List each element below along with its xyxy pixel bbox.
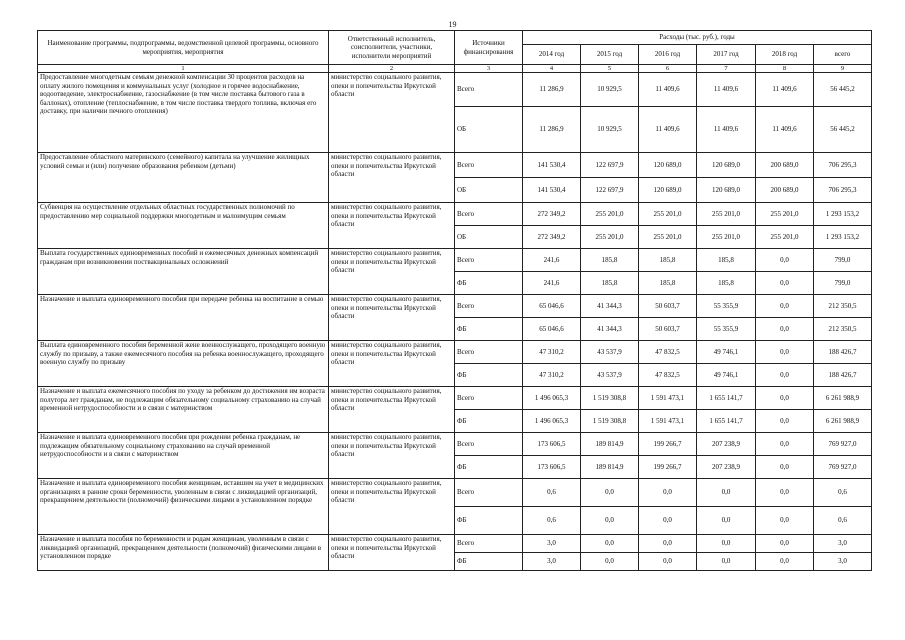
year-value: 47 832,5: [639, 364, 697, 387]
total-value: 3,0: [814, 553, 872, 571]
total-value: 706 295,3: [814, 178, 872, 203]
funding-source: Всего: [455, 249, 523, 272]
year-value: 41 344,3: [581, 295, 639, 318]
col-number: 3: [455, 65, 523, 73]
header-expenses: Расходы (тыс. руб.), годы: [523, 31, 872, 45]
col-number: 4: [523, 65, 581, 73]
year-value: 199 266,7: [639, 433, 697, 456]
year-value: 0,0: [697, 535, 756, 553]
program-name: Предоставление многодетным семьям денежной компенсации 30 процентов расходов на оплату жилого помещения и коммунальных услуг (холодное и горячее водоснабжение, водоотведение, электроснабжение, газоснабжение (в том числе поставка бытового газа в баллонах), отопление (теплоснабжение, в том числе поставка твердого топлива, включая его доставку, при наличии печного отопления): [38, 73, 329, 153]
funding-source: Всего: [455, 341, 523, 364]
year-value: 200 689,0: [756, 153, 814, 178]
funding-source: ФБ: [455, 364, 523, 387]
table-row: [38, 73, 872, 107]
year-value: 11 409,6: [639, 73, 697, 107]
funding-source: ФБ: [455, 272, 523, 295]
year-value: 11 409,6: [756, 73, 814, 107]
executor: министерство социального развития, опеки и попечительства Иркутской области: [329, 249, 455, 295]
table-body: [38, 73, 872, 571]
year-value: 0,0: [756, 364, 814, 387]
total-value: 6 261 988,9: [814, 387, 872, 410]
year-value: 0,0: [756, 341, 814, 364]
year-value: 173 606,5: [523, 433, 581, 456]
year-value: 241,6: [523, 249, 581, 272]
year-value: 185,8: [639, 272, 697, 295]
page-number: 19: [448, 20, 457, 29]
year-value: 10 929,5: [581, 107, 639, 153]
executor: министерство социального развития, опеки и попечительства Иркутской области: [329, 535, 455, 571]
year-value: 0,0: [756, 507, 814, 535]
year-value: 65 046,6: [523, 295, 581, 318]
funding-source: ФБ: [455, 553, 523, 571]
funding-source: Всего: [455, 295, 523, 318]
year-value: 120 689,0: [697, 153, 756, 178]
col-number: 2: [329, 65, 455, 73]
header-source: Источники финансирования: [455, 31, 523, 65]
year-value: 255 201,0: [756, 226, 814, 249]
table-row: [38, 203, 872, 226]
year-value: 189 814,9: [581, 456, 639, 479]
year-value: 0,0: [581, 535, 639, 553]
funding-source: ОБ: [455, 226, 523, 249]
total-value: 799,0: [814, 272, 872, 295]
year-value: 3,0: [523, 553, 581, 571]
executor: министерство социального развития, опеки и попечительства Иркутской области: [329, 295, 455, 341]
year-value: 1 519 308,8: [581, 387, 639, 410]
year-value: 49 746,1: [697, 341, 756, 364]
year-value: 0,0: [756, 272, 814, 295]
year-value: 0,0: [639, 553, 697, 571]
year-value: 1 496 065,3: [523, 410, 581, 433]
year-value: 43 537,9: [581, 364, 639, 387]
header-year-2018: 2018 год: [756, 45, 814, 65]
header-year-2017: 2017 год: [697, 45, 756, 65]
year-value: 11 286,9: [523, 107, 581, 153]
executor: министерство социального развития, опеки и попечительства Иркутской области: [329, 433, 455, 479]
year-value: 199 266,7: [639, 456, 697, 479]
total-value: 3,0: [814, 535, 872, 553]
col-number: 1: [38, 65, 329, 73]
header-name: Наименование программы, подпрограммы, ведомственной целевой программы, основного мероприятия, мероприятия: [38, 31, 329, 65]
year-value: 173 606,5: [523, 456, 581, 479]
program-name: Субвенция на осуществление отдельных областных государственных полномочий по предоставлению мер социальной поддержки многодетным и малоимущим семьям: [38, 203, 329, 249]
total-value: 212 350,5: [814, 295, 872, 318]
year-value: 11 409,6: [639, 107, 697, 153]
program-name: Выплата единовременного пособия беременной жене военнослужащего, проходящего военную службу по призыву, а также ежемесячного пособия на ребенка военнослужащего, проходящего военную службу по призыву: [38, 341, 329, 387]
funding-source: Всего: [455, 479, 523, 507]
year-value: 255 201,0: [697, 203, 756, 226]
year-value: 0,0: [756, 535, 814, 553]
year-value: 207 238,9: [697, 456, 756, 479]
total-value: 1 293 153,2: [814, 226, 872, 249]
year-value: 11 409,6: [697, 73, 756, 107]
expenses-table: [37, 30, 872, 571]
program-name: Предоставление областного материнского (семейного) капитала на улучшение жилищных условий семьи и (или) получение образования ребенком (детьми): [38, 153, 329, 203]
year-value: 1 591 473,1: [639, 410, 697, 433]
year-value: 185,8: [697, 272, 756, 295]
year-value: 241,6: [523, 272, 581, 295]
program-name: Назначение и выплата ежемесячного пособия по уходу за ребенком до достижения им возраста полутора лет гражданам, не подлежащим обязательному социальному страхованию на случай временной нетрудоспособности и в связи с материнством: [38, 387, 329, 433]
program-name: Выплата государственных единовременных пособий и ежемесячных денежных компенсаций гражданам при возникновении поствакцинальных осложнений: [38, 249, 329, 295]
year-value: 255 201,0: [581, 226, 639, 249]
year-value: 11 409,6: [697, 107, 756, 153]
year-value: 0,0: [581, 553, 639, 571]
year-value: 0,0: [697, 479, 756, 507]
total-value: 188 426,7: [814, 364, 872, 387]
year-value: 1 655 141,7: [697, 410, 756, 433]
year-value: 11 286,9: [523, 73, 581, 107]
total-value: 769 927,0: [814, 456, 872, 479]
year-value: 0,0: [756, 410, 814, 433]
header-year-2016: 2016 год: [639, 45, 697, 65]
col-number: 7: [697, 65, 756, 73]
year-value: 0,0: [697, 507, 756, 535]
year-value: 120 689,0: [697, 178, 756, 203]
year-value: 10 929,5: [581, 73, 639, 107]
year-value: 47 832,5: [639, 341, 697, 364]
year-value: 0,0: [756, 295, 814, 318]
year-value: 122 697,9: [581, 178, 639, 203]
executor: министерство социального развития, опеки и попечительства Иркутской области: [329, 479, 455, 535]
total-value: 1 293 153,2: [814, 203, 872, 226]
col-number: 9: [814, 65, 872, 73]
year-value: 50 603,7: [639, 295, 697, 318]
year-value: 0,0: [639, 479, 697, 507]
year-value: 41 344,3: [581, 318, 639, 341]
year-value: 120 689,0: [639, 178, 697, 203]
year-value: 0,0: [756, 479, 814, 507]
year-value: 255 201,0: [756, 203, 814, 226]
year-value: 11 409,6: [756, 107, 814, 153]
funding-source: Всего: [455, 203, 523, 226]
year-value: 185,8: [581, 272, 639, 295]
table-row: [38, 341, 872, 364]
year-value: 120 689,0: [639, 153, 697, 178]
year-value: 3,0: [523, 535, 581, 553]
year-value: 0,0: [697, 553, 756, 571]
executor: министерство социального развития, опеки и попечительства Иркутской области: [329, 153, 455, 203]
table-row: [38, 249, 872, 272]
year-value: 189 814,9: [581, 433, 639, 456]
year-value: 0,0: [581, 507, 639, 535]
total-value: 56 445,2: [814, 73, 872, 107]
year-value: 255 201,0: [639, 226, 697, 249]
year-value: 47 310,2: [523, 364, 581, 387]
table-row: [38, 295, 872, 318]
year-value: 255 201,0: [581, 203, 639, 226]
year-value: 55 355,9: [697, 295, 756, 318]
funding-source: Всего: [455, 153, 523, 178]
total-value: 769 927,0: [814, 433, 872, 456]
year-value: 207 238,9: [697, 433, 756, 456]
year-value: 272 349,2: [523, 203, 581, 226]
year-value: 0,0: [756, 456, 814, 479]
year-value: 272 349,2: [523, 226, 581, 249]
funding-source: ФБ: [455, 507, 523, 535]
table-row: [38, 535, 872, 553]
year-value: 0,6: [523, 479, 581, 507]
funding-source: ОБ: [455, 107, 523, 153]
year-value: 0,0: [756, 433, 814, 456]
year-value: 141 530,4: [523, 178, 581, 203]
table-row: [38, 479, 872, 507]
program-name: Назначение и выплата пособия по беременности и родам женщинам, уволенным в связи с ликвидацией организаций, прекращением деятельности (полномочий) физическими лицами в установленном порядке: [38, 535, 329, 571]
total-value: 0,6: [814, 507, 872, 535]
year-value: 1 591 473,1: [639, 387, 697, 410]
total-value: 706 295,3: [814, 153, 872, 178]
year-value: 255 201,0: [697, 226, 756, 249]
funding-source: ФБ: [455, 410, 523, 433]
funding-source: ФБ: [455, 456, 523, 479]
funding-source: ФБ: [455, 318, 523, 341]
year-value: 0,0: [639, 535, 697, 553]
program-name: Назначение и выплата единовременного пособия женщинам, вставшим на учет в медицинских организациях в ранние сроки беременности, уволенным в связи с ликвидацией организаций, прекращением деятельности (полномочий) физическими лицами в установленном порядке: [38, 479, 329, 535]
year-value: 185,8: [639, 249, 697, 272]
funding-source: Всего: [455, 535, 523, 553]
year-value: 0,0: [756, 318, 814, 341]
funding-source: ОБ: [455, 178, 523, 203]
funding-source: Всего: [455, 433, 523, 456]
program-name: Назначение и выплата единовременного пособия при передаче ребенка на воспитание в семью: [38, 295, 329, 341]
year-value: 185,8: [697, 249, 756, 272]
executor: министерство социального развития, опеки и попечительства Иркутской области: [329, 387, 455, 433]
col-number: 6: [639, 65, 697, 73]
year-value: 0,0: [756, 249, 814, 272]
executor: министерство социального развития, опеки и попечительства Иркутской области: [329, 73, 455, 153]
total-value: 56 445,2: [814, 107, 872, 153]
year-value: 200 689,0: [756, 178, 814, 203]
year-value: 1 519 308,8: [581, 410, 639, 433]
year-value: 255 201,0: [639, 203, 697, 226]
total-value: 188 426,7: [814, 341, 872, 364]
table-row: [38, 387, 872, 410]
year-value: 0,0: [756, 553, 814, 571]
year-value: 65 046,6: [523, 318, 581, 341]
header-total: всего: [814, 45, 872, 65]
program-name: Назначение и выплата единовременного пособия при рождении ребенка гражданам, не подлежащим обязательному социальному страхованию на случай временной нетрудоспособности и в связи с материнством: [38, 433, 329, 479]
executor: министерство социального развития, опеки и попечительства Иркутской области: [329, 341, 455, 387]
year-value: 55 355,9: [697, 318, 756, 341]
header-executor: Ответственный исполнитель, соисполнители, участники, исполнители мероприятий: [329, 31, 455, 65]
year-value: 0,0: [756, 387, 814, 410]
table-row: [38, 153, 872, 178]
total-value: 212 350,5: [814, 318, 872, 341]
funding-source: Всего: [455, 73, 523, 107]
year-value: 185,8: [581, 249, 639, 272]
executor: министерство социального развития, опеки и попечительства Иркутской области: [329, 203, 455, 249]
total-value: 0,6: [814, 479, 872, 507]
total-value: 6 261 988,9: [814, 410, 872, 433]
year-value: 1 655 141,7: [697, 387, 756, 410]
year-value: 141 530,4: [523, 153, 581, 178]
header-year-2014: 2014 год: [523, 45, 581, 65]
year-value: 122 697,9: [581, 153, 639, 178]
col-number: 8: [756, 65, 814, 73]
year-value: 47 310,2: [523, 341, 581, 364]
header-year-2015: 2015 год: [581, 45, 639, 65]
year-value: 49 746,1: [697, 364, 756, 387]
year-value: 0,0: [581, 479, 639, 507]
funding-source: Всего: [455, 387, 523, 410]
year-value: 50 603,7: [639, 318, 697, 341]
year-value: 1 496 065,3: [523, 387, 581, 410]
col-number: 5: [581, 65, 639, 73]
year-value: 0,6: [523, 507, 581, 535]
table-row: [38, 433, 872, 456]
year-value: 0,0: [639, 507, 697, 535]
year-value: 43 537,9: [581, 341, 639, 364]
total-value: 799,0: [814, 249, 872, 272]
